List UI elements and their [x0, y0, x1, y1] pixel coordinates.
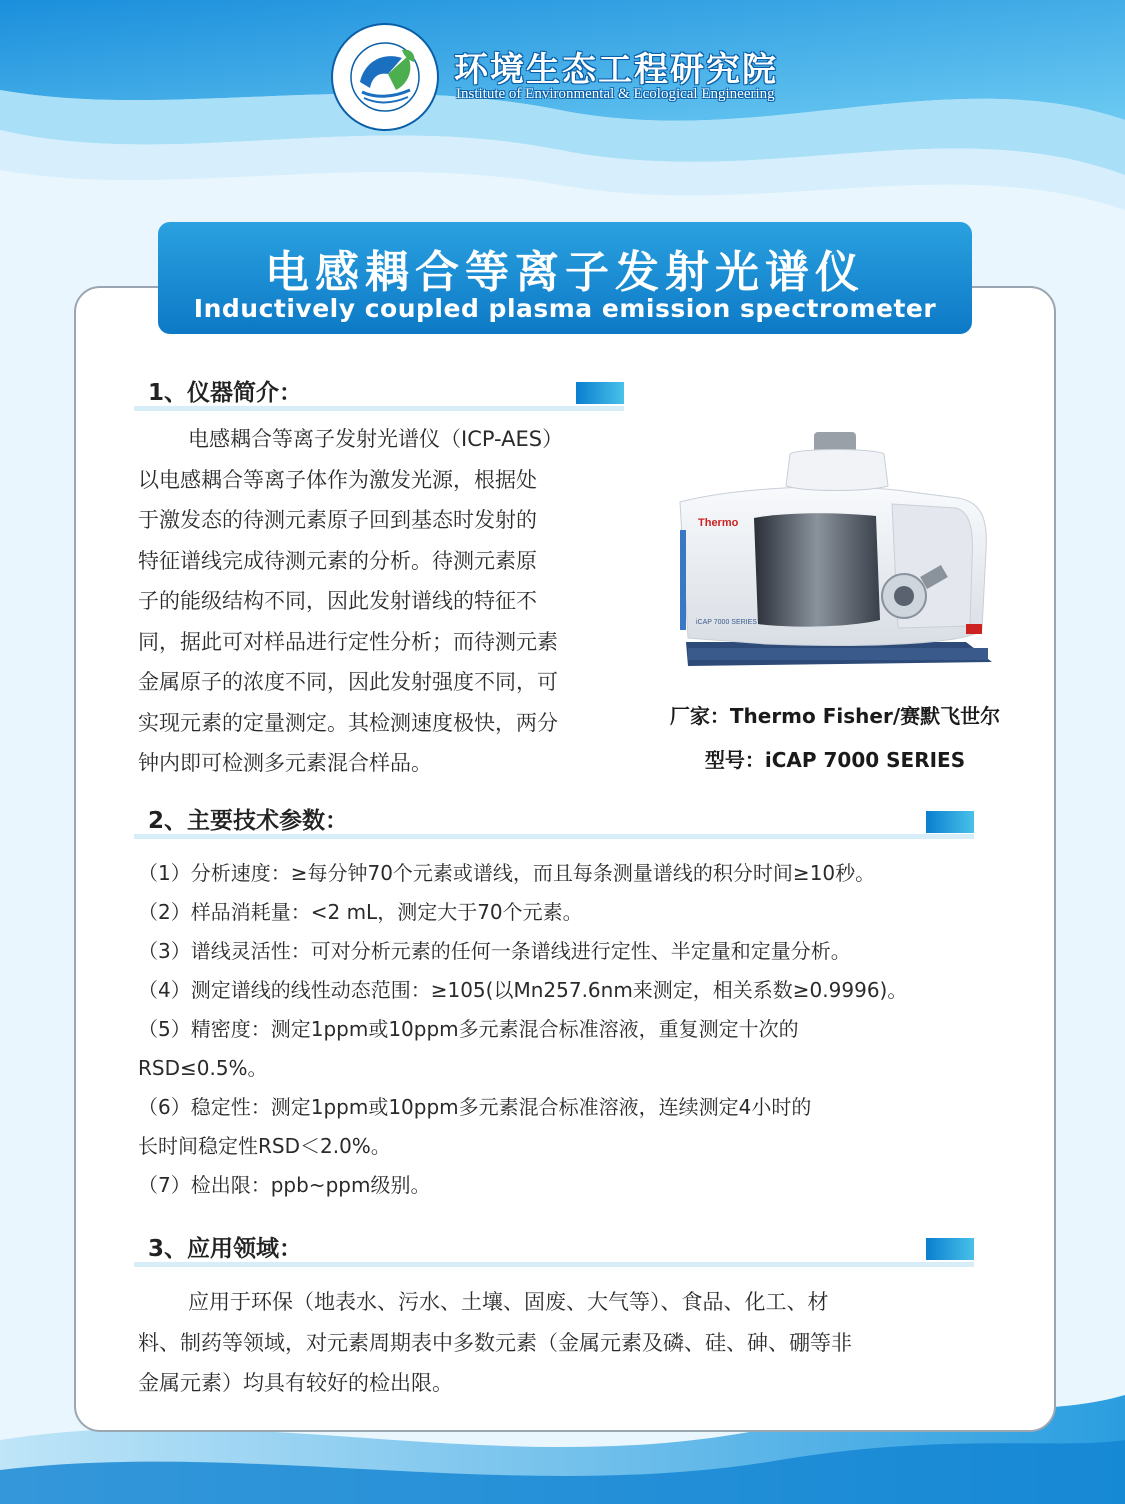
- spec-item: （3）谱线灵活性：可对分析元素的任何一条谱线进行定性、半定量和定量分析。: [138, 939, 851, 963]
- section2-title: 2、主要技术参数：: [148, 808, 349, 834]
- spec-item: （2）样品消耗量：<2 mL，测定大于70个元素。: [138, 900, 583, 924]
- institute-name-cn: 环境生态工程研究院: [454, 50, 778, 90]
- manufacturer-label: 厂家：Thermo Fisher/赛默飞世尔: [669, 704, 1001, 728]
- section3-title: 3、应用领域：: [148, 1236, 303, 1262]
- section2-accent: [926, 811, 974, 833]
- spec-item: （7）检出限：ppb~ppm级别。: [138, 1173, 431, 1197]
- spec-list: [138, 854, 988, 1205]
- section3-divider: [134, 1262, 974, 1267]
- spec-item: （5）精密度：测定1ppm或10ppm多元素混合标准溶液，重复测定十次的: [138, 1017, 799, 1041]
- institute-logo: [330, 22, 810, 132]
- spec-item: RSD≤0.5%。: [138, 1056, 268, 1080]
- section2-divider: [134, 834, 974, 839]
- model-badge: iCAP 7000 SERIES: [696, 619, 757, 626]
- spec-item: （1）分析速度：≥每分钟70个元素或谱线，而且每条测量谱线的积分时间≥10秒。: [138, 861, 876, 885]
- instrument-caption: [660, 694, 1010, 782]
- section1-divider: [134, 406, 624, 411]
- spec-item: 长时间稳定性RSD＜2.0%。: [138, 1134, 391, 1158]
- spectrometer-image: [666, 420, 1012, 694]
- model-label: 型号：iCAP 7000 SERIES: [704, 748, 966, 772]
- title-banner: [158, 222, 972, 334]
- spec-item: （4）测定谱线的线性动态范围：≥105(以Mn257.6nm来测定，相关系数≥0.9996)。: [138, 978, 908, 1002]
- section3-paragraph: 应用于环保（地表水、污水、土壤、固废、大气等）、食品、化工、材 料、制药等领域，对元素周期表中多数元素（金属元素及磷、硅、砷、硼等非 金属元素）均具有较好的检出限。: [138, 1290, 852, 1395]
- spec-item: （6）稳定性：测定1ppm或10ppm多元素混合标准溶液，连续测定4小时的: [138, 1095, 812, 1119]
- institute-name-en: Institute of Environmental & Ecological Engineering: [456, 86, 775, 102]
- section3-accent: [926, 1238, 974, 1260]
- section1-paragraph: 电感耦合等离子发射光谱仪（ICP-AES） 以电感耦合等离子体作为激发光源，根据处 于激发态的待测元素原子回到基态时发射的 特征谱线完成待测元素的分析。待测元素原 子的能级结构不同，因此发射谱线的特征不 同，据此可对样品进行定性分析；而待测元素 金属原子的浓度不同，因此发射强度不同，可 实现元素的定量测定。其检测速度极快，两分 钟内即可检测多元素混合样品。: [138, 427, 564, 775]
- institute-seal-icon: [330, 22, 440, 132]
- section1-accent: [576, 382, 624, 404]
- section1-title: 1、仪器简介：: [148, 380, 303, 406]
- page-title-en: Inductively coupled plasma emission spectrometer: [193, 294, 937, 323]
- brand-label: Thermo: [698, 517, 739, 529]
- page-title-cn: 电感耦合等离子发射光谱仪: [265, 247, 865, 298]
